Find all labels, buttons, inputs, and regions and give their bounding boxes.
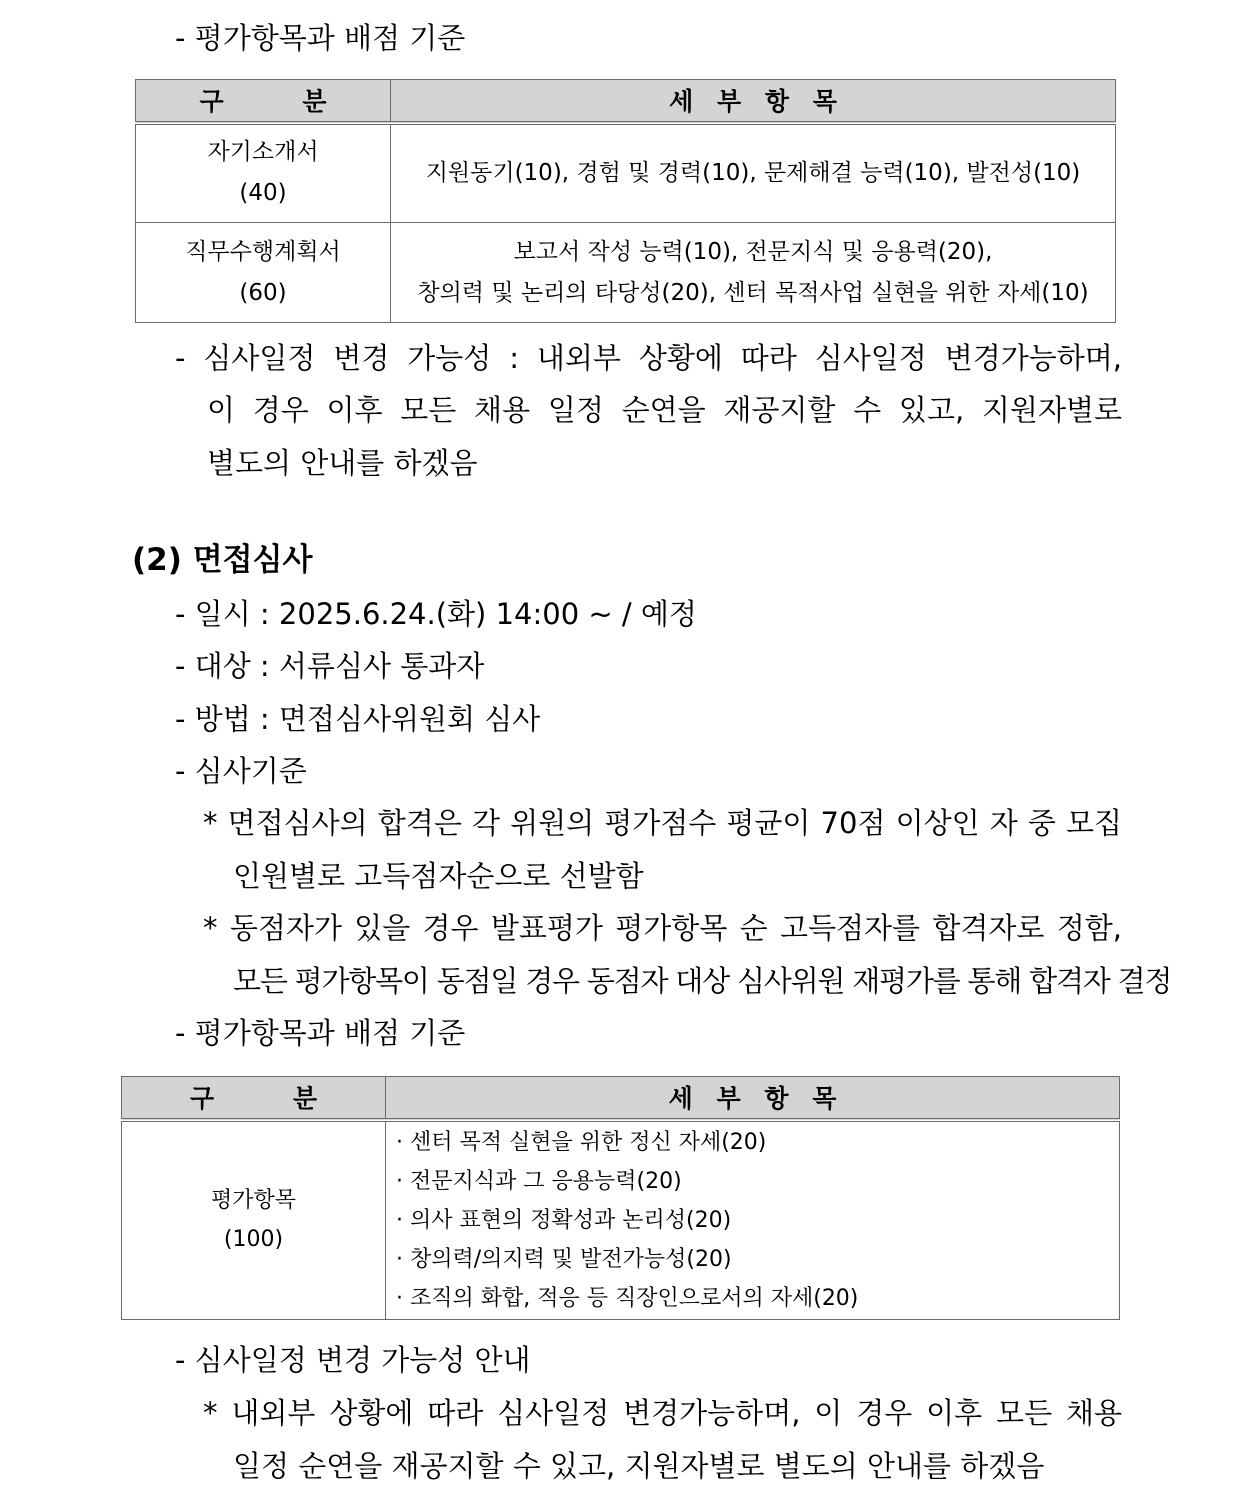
list-item: · 창의력/의지력 및 발전가능성(20) <box>396 1246 732 1272</box>
criteria-heading-2: - 평가항목과 배점 기준 <box>175 1016 466 1050</box>
row-details-cell <box>391 223 1116 323</box>
standard-1-line2: 인원별로 고득점자순으로 선발함 <box>233 859 644 893</box>
interview-target: - 대상 : 서류심사 통과자 <box>175 649 485 683</box>
row-category: 평가항목 <box>210 1188 296 1214</box>
standard-2-line2: 모든 평가항목이 동점일 경우 동점자 대상 심사위원 재평가를 통해 합격자 결정 <box>233 964 1172 998</box>
table-header-category: 구 분 <box>136 80 391 123</box>
row-points: (100) <box>223 1227 284 1253</box>
row-category-cell <box>136 123 391 223</box>
schedule-note-1-line1: - 심사일정 변경 가능성 : 내외부 상황에 따라 심사일정 변경가능하며, <box>175 341 1122 375</box>
standard-1-line1: * 면접심사의 합격은 각 위원의 평가점수 평균이 70점 이상인 자 중 모집 <box>203 806 1122 840</box>
table-row <box>136 223 1116 323</box>
row-detail-line: 보고서 작성 능력(10), 전문지식 및 응용력(20), <box>513 238 993 265</box>
list-item: · 전문지식과 그 응용능력(20) <box>396 1168 682 1194</box>
criteria-table-1 <box>135 79 1116 323</box>
table-row <box>122 1120 1120 1320</box>
standard-2-line1: * 동점자가 있을 경우 발표평가 평가항목 순 고득점자를 합격자로 정함, <box>203 911 1122 945</box>
row-category: 직무수행계획서 <box>185 238 341 265</box>
row-detail-line: 지원동기(10), 경험 및 경력(10), 문제해결 능력(10), 발전성(10) <box>425 159 1081 186</box>
row-detail-line: 창의력 및 논리의 타당성(20), 센터 목적사업 실현을 위한 자세(10) <box>417 279 1089 306</box>
row-points: (40) <box>239 180 287 207</box>
table-header-details: 세 부 항 목 <box>386 1077 1120 1120</box>
table-row <box>136 123 1116 223</box>
interview-date: - 일시 : 2025.6.24.(화) 14:00 ~ / 예정 <box>175 597 697 631</box>
list-item: · 센터 목적 실현을 위한 정신 자세(20) <box>396 1129 767 1155</box>
row-details-cell <box>386 1120 1120 1320</box>
schedule-note-1-line2: 이 경우 이후 모든 채용 일정 순연을 재공지할 수 있고, 지원자별로 <box>207 393 1122 427</box>
criteria-table-2 <box>121 1076 1120 1320</box>
schedule-note-2-line2: 일정 순연을 재공지할 수 있고, 지원자별로 별도의 안내를 하겠음 <box>233 1449 1045 1483</box>
section-title-interview: (2) 면접심사 <box>132 542 313 578</box>
standard-heading: - 심사기준 <box>175 754 307 788</box>
row-category-cell <box>122 1120 386 1320</box>
list-item: · 조직의 화합, 적응 등 직장인으로서의 자세(20) <box>396 1285 859 1311</box>
schedule-note-2-line1: * 내외부 상황에 따라 심사일정 변경가능하며, 이 경우 이후 모든 채용 <box>203 1396 1122 1430</box>
schedule-heading-2: - 심사일정 변경 가능성 안내 <box>175 1343 531 1377</box>
list-item: · 의사 표현의 정확성과 논리성(20) <box>396 1207 732 1233</box>
row-category: 자기소개서 <box>207 139 319 166</box>
table-header-category: 구 분 <box>122 1077 386 1120</box>
criteria-heading-1: - 평가항목과 배점 기준 <box>175 21 466 55</box>
row-points: (60) <box>239 279 287 306</box>
interview-method: - 방법 : 면접심사위원회 심사 <box>175 702 541 736</box>
row-category-cell <box>136 223 391 323</box>
row-details-cell <box>391 123 1116 223</box>
schedule-note-1-line3: 별도의 안내를 하겠음 <box>207 446 478 480</box>
table-header-details: 세 부 항 목 <box>391 80 1116 123</box>
